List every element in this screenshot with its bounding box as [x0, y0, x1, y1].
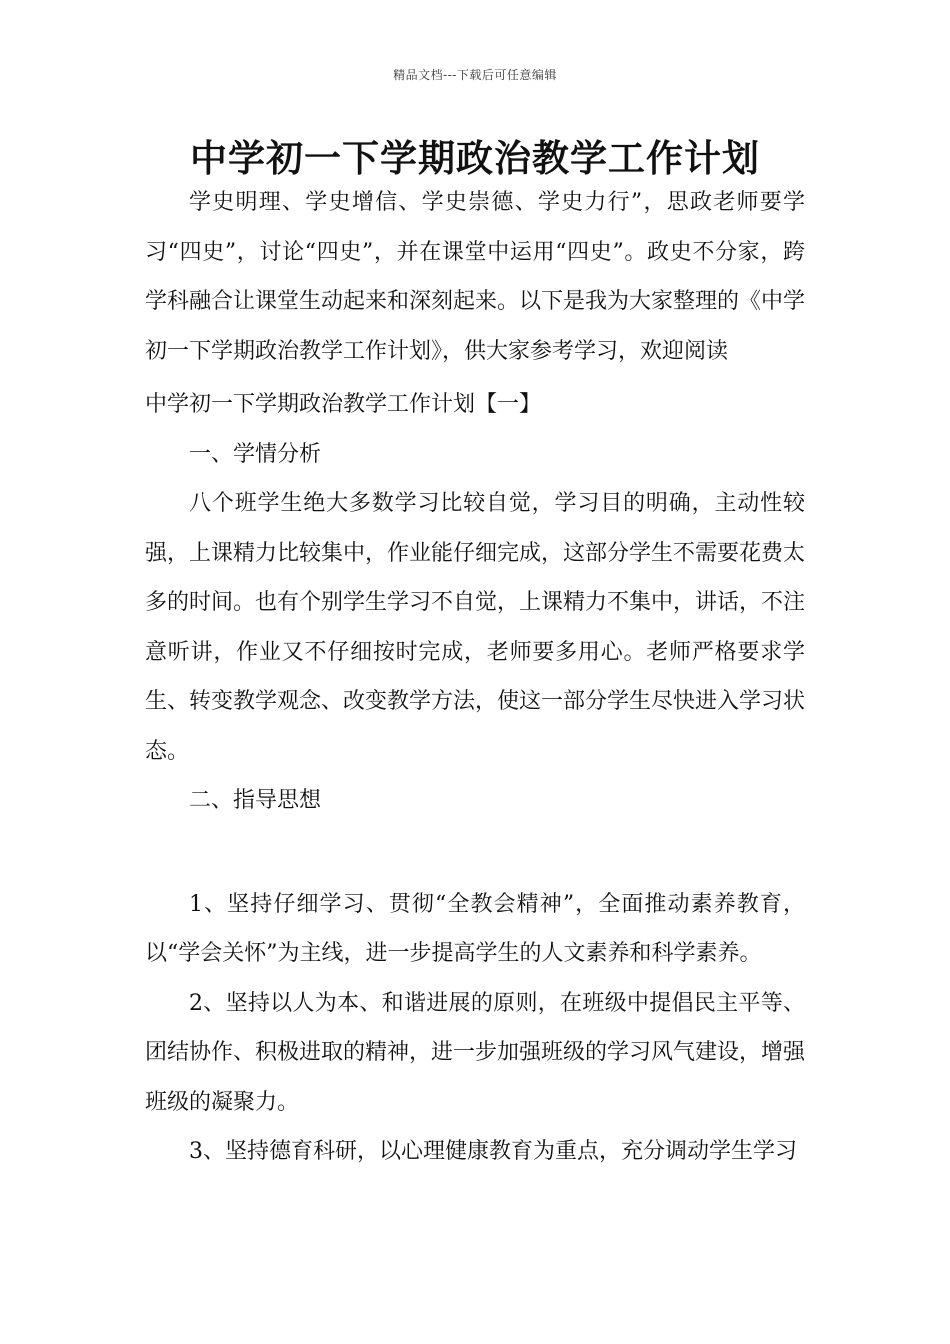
- item-1: 1、坚持仔细学习、贯彻“全教会精神”，全面推动素养教育，以“学会关怀”为主线，进一步提高学生的人文素养和科学素养。: [145, 891, 805, 966]
- section1-heading: 一、学情分析: [189, 441, 322, 467]
- section1-paragraph: 八个班学生绝大多数学习比较自觉，学习目的明确，主动性较强，上课精力比较集中，作业能仔细完成，这部分学生不需要花费太多的时间。也有个别学生学习不自觉，上课精力不集中，讲话，不注意听讲，作业又不仔细按时完成，老师要多用心。老师严格要求学生、转变教学观念、改变教学方法，使这一部分学生尽快进入学习状态。: [145, 491, 806, 764]
- item-2: 2、坚持以人为本、和谐进展的原则，在班级中提倡民主平等、团结协作、积极进取的精神，进一步加强班级的学习风气建设，增强班级的凝聚力。: [145, 990, 806, 1115]
- intro-paragraph: 学史明理、学史增信、学史崇德、学史力行”，思政老师要学习“四史”，讨论“四史”，并在课堂中运用“四史”。政史不分家，跨学科融合让课堂生动起来和深刻起来。以下是我为大家整理的《中学初一下学期政治教学工作计划》，供大家参考学习，欢迎阅读: [145, 190, 806, 364]
- item-3: 3、坚持德育科研，以心理健康教育为重点，充分调动学生学习: [189, 1139, 797, 1164]
- section-subtitle: 中学初一下学期政治教学工作计划【一】: [145, 392, 542, 417]
- section2-heading: 二、指导思想: [189, 788, 322, 813]
- page-title: 中学初一下学期政治教学工作计划: [190, 137, 760, 180]
- document-body: [145, 178, 805, 1177]
- header-note: 精品文档---下载后可任意编辑: [393, 68, 557, 82]
